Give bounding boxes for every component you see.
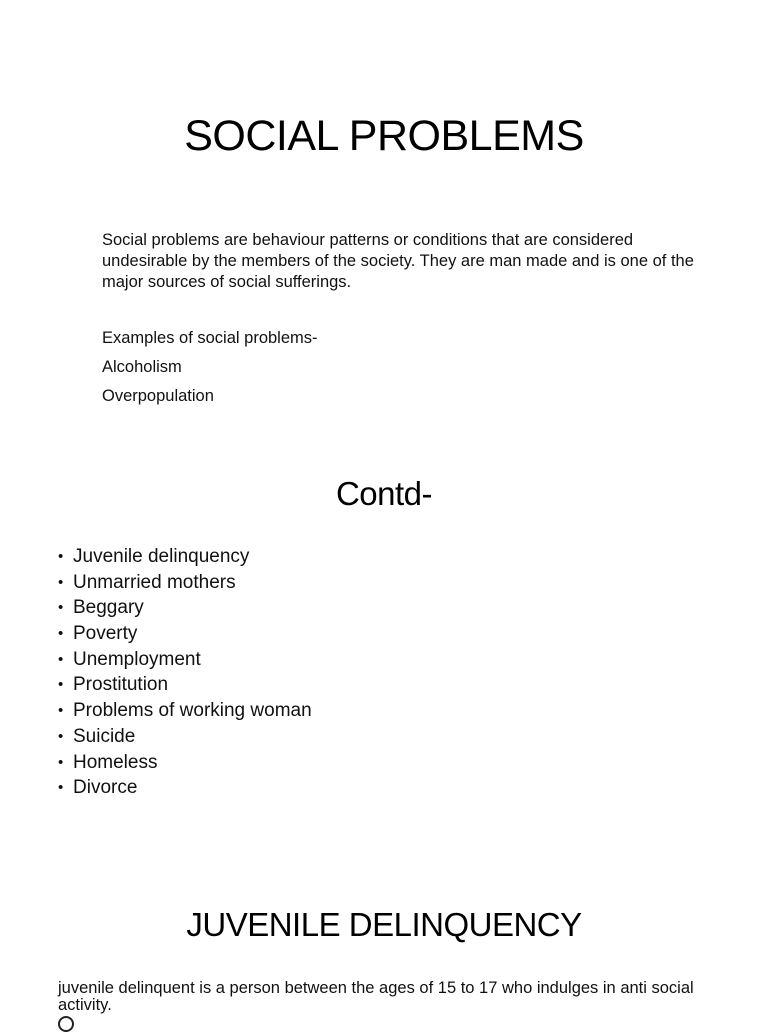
bullet-icon: • bbox=[58, 548, 64, 565]
slide-title-social-problems: SOCIAL PROBLEMS bbox=[184, 112, 584, 160]
list-item bbox=[58, 621, 312, 647]
list-item bbox=[58, 750, 312, 776]
bullet-icon: • bbox=[58, 676, 64, 694]
slide-title-contd: Contd- bbox=[335, 475, 433, 512]
example-item: Overpopulation bbox=[102, 387, 214, 405]
list-item-label: Divorce bbox=[73, 777, 138, 799]
list-item bbox=[58, 647, 312, 673]
list-item-label: Unemployment bbox=[73, 648, 201, 670]
list-item bbox=[58, 724, 312, 750]
bullet-icon: • bbox=[58, 727, 64, 745]
bullet-icon: • bbox=[58, 650, 64, 668]
bullet-icon: • bbox=[58, 573, 64, 591]
examples-list bbox=[102, 328, 318, 415]
list-item-label: Homeless bbox=[73, 751, 158, 773]
list-item bbox=[58, 544, 312, 570]
list-item-label: Unmarried mothers bbox=[73, 571, 236, 593]
list-item-label: Problems of working woman bbox=[73, 700, 312, 722]
list-item bbox=[58, 595, 312, 621]
definition-paragraph: Social problems are behaviour patterns or conditions that are considered undesirable by the members of the society. They are man made and is one of the major sources of social sufferings. bbox=[102, 231, 694, 291]
cropped-glyph-icon bbox=[58, 1016, 74, 1032]
juvenile-delinquency-definition: juvenile delinquent is a person between the ages of 15 to 17 who indulges in anti social activity. bbox=[58, 979, 694, 1014]
list-item bbox=[58, 698, 312, 724]
list-item-label: Beggary bbox=[73, 597, 144, 619]
bullet-icon: • bbox=[58, 599, 64, 617]
social-problems-bullet-list bbox=[58, 544, 312, 801]
bullet-icon: • bbox=[58, 779, 64, 797]
list-item bbox=[58, 775, 312, 801]
list-item-label: Suicide bbox=[73, 725, 136, 747]
list-item bbox=[58, 672, 312, 698]
bullet-icon: • bbox=[58, 702, 64, 720]
list-item bbox=[58, 570, 312, 596]
example-item: Alcoholism bbox=[102, 358, 182, 376]
bullet-icon: • bbox=[58, 625, 64, 643]
slide-title-juvenile-delinquency: JUVENILE DELINQUENCY bbox=[186, 906, 582, 943]
list-item-label: Prostitution bbox=[73, 674, 169, 696]
list-item-label: Juvenile delinquency bbox=[73, 546, 250, 567]
bullet-icon: • bbox=[58, 753, 64, 771]
list-item-label: Poverty bbox=[73, 623, 138, 645]
examples-heading: Examples of social problems- bbox=[102, 329, 318, 347]
